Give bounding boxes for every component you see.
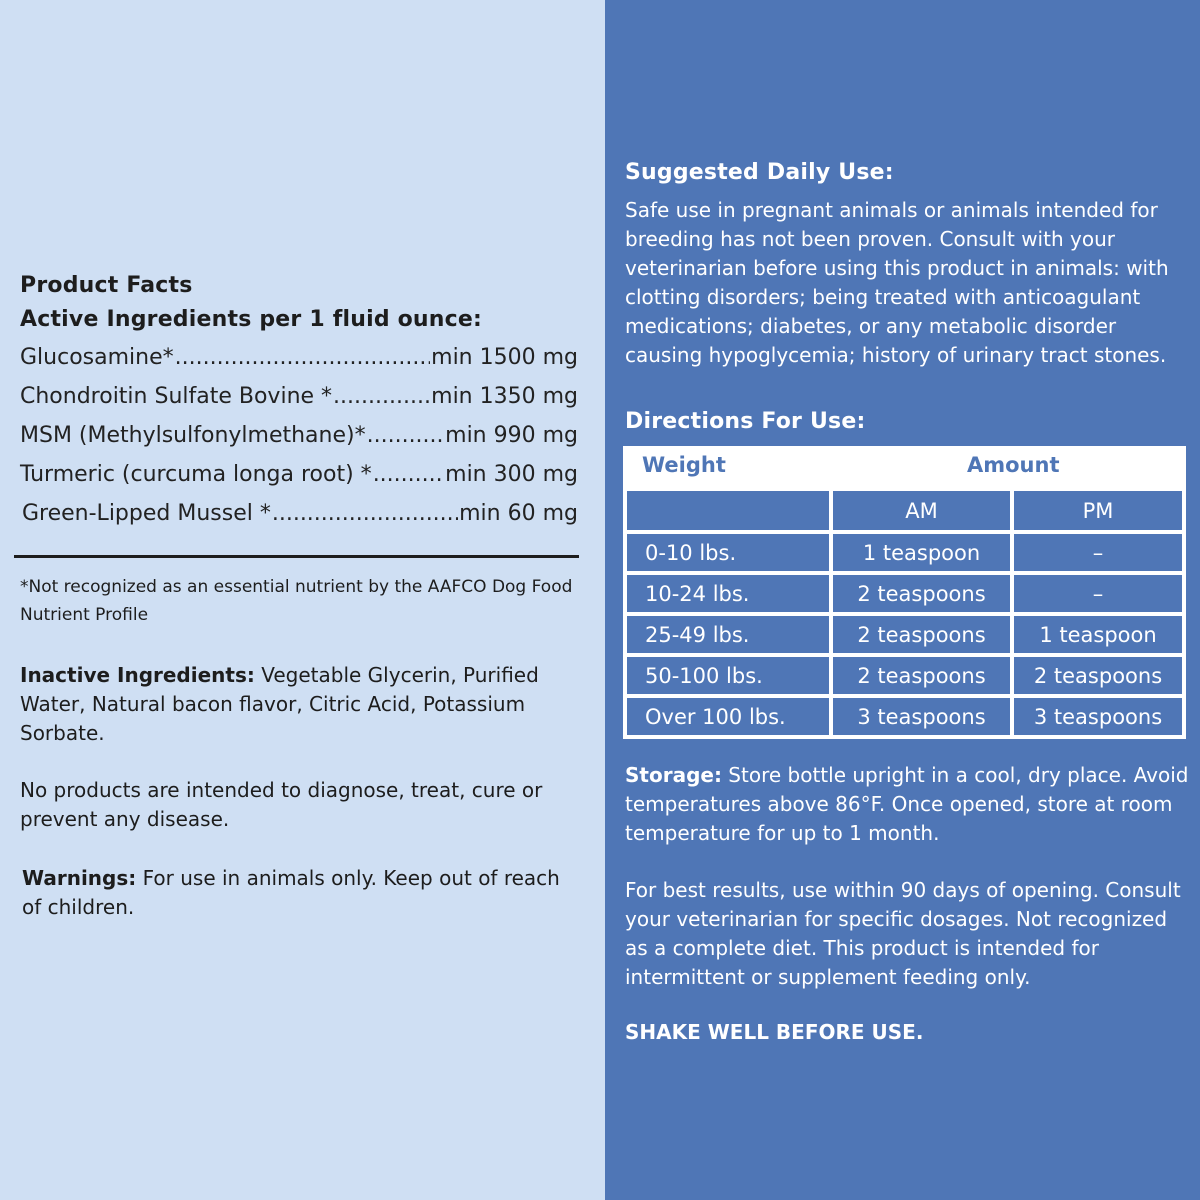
dot-leader: [373, 462, 444, 487]
ingredient-row: [20, 340, 578, 370]
ingredient-name: Green-Lipped Mussel *: [22, 501, 271, 526]
am-cell: 2 teaspoons: [833, 575, 1010, 612]
am-header: AM: [833, 491, 1010, 530]
pm-cell: 2 teaspoons: [1014, 657, 1182, 694]
storage-label: Storage:: [625, 763, 722, 787]
section-divider: [14, 555, 579, 558]
dosage-table: [623, 446, 1186, 739]
inactive-ingredients: [20, 661, 585, 748]
disclaimer: No products are intended to diagnose, treat, cure or prevent any disease.: [20, 778, 543, 831]
pm-cell: –: [1014, 575, 1182, 612]
suggested-use-title: Suggested Daily Use:: [625, 160, 894, 185]
ingredient-amount: min 1350 mg: [431, 384, 578, 409]
storage: [625, 761, 1195, 848]
weight-cell: 0-10 lbs.: [627, 534, 829, 571]
warnings: [22, 864, 562, 922]
ingredient-name: Glucosamine*: [20, 345, 174, 370]
am-cell: 3 teaspoons: [833, 698, 1010, 735]
inactive-label: Inactive Ingredients:: [20, 663, 255, 687]
am-cell: 2 teaspoons: [833, 657, 1010, 694]
product-facts-title: Product Facts: [20, 273, 193, 298]
weight-header: Weight: [642, 453, 726, 477]
ingredient-row: [20, 457, 578, 487]
pm-header: PM: [1014, 491, 1182, 530]
table-cell-empty: [627, 491, 829, 530]
pm-cell: 3 teaspoons: [1014, 698, 1182, 735]
directions-title: Directions For Use:: [625, 409, 866, 434]
warnings-text: For use in animals only. Keep out of reach of children.: [22, 866, 560, 919]
ingredient-name: MSM (Methylsulfonylmethane)*: [20, 423, 366, 448]
ingredient-amount: min 990 mg: [445, 423, 578, 448]
pm-cell: –: [1014, 534, 1182, 571]
pm-cell: 1 teaspoon: [1014, 616, 1182, 653]
am-cell: 1 teaspoon: [833, 534, 1010, 571]
weight-cell: 25-49 lbs.: [627, 616, 829, 653]
footnote: *Not recognized as an essential nutrient by the AAFCO Dog Food Nutrient Profile: [20, 577, 573, 625]
weight-cell: 50-100 lbs.: [627, 657, 829, 694]
storage-text: Store bottle upright in a cool, dry place. Avoid temperatures above 86°F. Once opened, store at room temperature for up to 1 month.: [625, 763, 1189, 845]
ingredient-amount: min 1500 mg: [431, 345, 578, 370]
dot-leader: [175, 345, 431, 370]
ingredient-amount: min 60 mg: [459, 501, 578, 526]
ingredient-row: [20, 379, 578, 409]
ingredient-row: [22, 496, 578, 526]
dot-leader: [333, 384, 430, 409]
ingredient-name: Turmeric (curcuma longa root) *: [20, 462, 372, 487]
dot-leader: [367, 423, 445, 448]
ingredient-row: [20, 418, 578, 448]
ingredient-amount: min 300 mg: [445, 462, 578, 487]
dot-leader: [272, 501, 458, 526]
amount-header: Amount: [967, 453, 1060, 477]
inactive-text: Vegetable Glycerin, Purified Water, Natural bacon flavor, Citric Acid, Potassium Sorbate.: [20, 663, 539, 745]
suggested-use-text: Safe use in pregnant animals or animals intended for breeding has not been proven. Consult with your veterinarian before using this product in animals: with clotting disorders; being treated with anticoagulant medications; diabetes, or any metabolic disorder causing hypoglycemia; history of urinary tract stones.: [625, 198, 1169, 367]
weight-cell: 10-24 lbs.: [627, 575, 829, 612]
best-results: For best results, use within 90 days of opening. Consult your veterinarian for specific dosages. Not recognized as a complete diet. This product is intended for intermittent or supplement feeding only.: [625, 878, 1181, 989]
ingredient-name: Chondroitin Sulfate Bovine *: [20, 384, 333, 409]
weight-cell: Over 100 lbs.: [627, 698, 829, 735]
am-cell: 2 teaspoons: [833, 616, 1010, 653]
active-ingredients-title: Active Ingredients per 1 fluid ounce:: [20, 307, 483, 332]
warnings-label: Warnings:: [22, 866, 137, 890]
shake-notice: SHAKE WELL BEFORE USE.: [625, 1020, 924, 1044]
